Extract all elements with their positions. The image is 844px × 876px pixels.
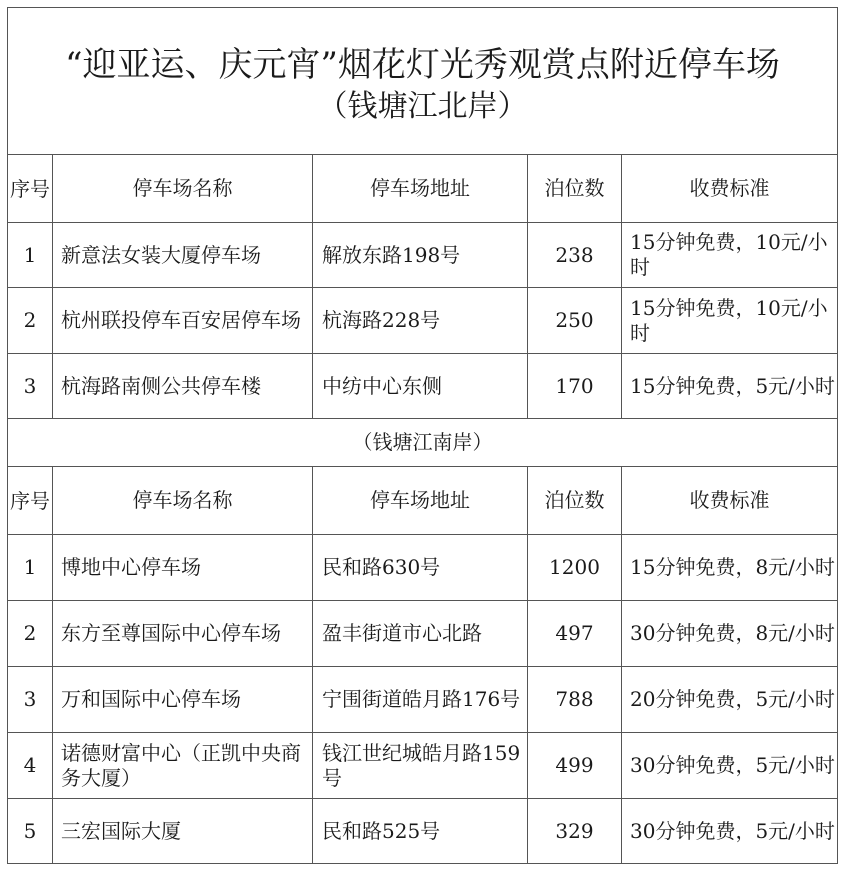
row-name: 新意法女装大厦停车场 xyxy=(53,223,313,288)
row-index: 5 xyxy=(8,799,53,864)
row-index: 1 xyxy=(8,223,53,288)
table-row xyxy=(8,799,838,864)
row-fee: 30分钟免费，5元/小时 xyxy=(622,733,838,799)
row-address: 盈丰街道市心北路 xyxy=(313,601,528,667)
parking-table xyxy=(7,7,838,864)
row-index: 2 xyxy=(8,288,53,354)
row-name: 万和国际中心停车场 xyxy=(53,667,313,733)
header-spots: 泊位数 xyxy=(528,155,622,223)
row-name: 诺德财富中心（正凯中央商务大厦） xyxy=(53,733,313,799)
row-name: 杭州联投停车百安居停车场 xyxy=(53,288,313,354)
row-fee: 15分钟免费，8元/小时 xyxy=(622,535,838,601)
header-index: 序号 xyxy=(8,467,53,535)
header-address: 停车场地址 xyxy=(313,155,528,223)
row-address: 杭海路228号 xyxy=(313,288,528,354)
row-index: 3 xyxy=(8,354,53,419)
row-spots: 238 xyxy=(528,223,622,288)
row-index: 1 xyxy=(8,535,53,601)
table-row xyxy=(8,354,838,419)
row-name: 博地中心停车场 xyxy=(53,535,313,601)
row-index: 3 xyxy=(8,667,53,733)
row-spots: 499 xyxy=(528,733,622,799)
row-name: 东方至尊国际中心停车场 xyxy=(53,601,313,667)
row-index: 4 xyxy=(8,733,53,799)
row-fee: 20分钟免费，5元/小时 xyxy=(622,667,838,733)
table-row xyxy=(8,223,838,288)
row-address: 民和路630号 xyxy=(313,535,528,601)
table-row xyxy=(8,535,838,601)
table-row xyxy=(8,733,838,799)
row-index: 2 xyxy=(8,601,53,667)
row-fee: 15分钟免费，5元/小时 xyxy=(622,354,838,419)
row-address: 解放东路198号 xyxy=(313,223,528,288)
header-name: 停车场名称 xyxy=(53,467,313,535)
row-address: 民和路525号 xyxy=(313,799,528,864)
header-fee: 收费标准 xyxy=(622,467,838,535)
row-spots: 250 xyxy=(528,288,622,354)
table-row xyxy=(8,288,838,354)
row-spots: 329 xyxy=(528,799,622,864)
row-fee: 15分钟免费，10元/小时 xyxy=(622,288,838,354)
row-fee: 30分钟免费，8元/小时 xyxy=(622,601,838,667)
row-spots: 497 xyxy=(528,601,622,667)
table-row xyxy=(8,601,838,667)
row-spots: 788 xyxy=(528,667,622,733)
row-fee: 30分钟免费，5元/小时 xyxy=(622,799,838,864)
row-address: 中纺中心东侧 xyxy=(313,354,528,419)
table-row xyxy=(8,667,838,733)
title-cell xyxy=(8,8,838,155)
south-bank-heading: （钱塘江南岸） xyxy=(8,419,838,467)
row-spots: 1200 xyxy=(528,535,622,601)
row-name: 杭海路南侧公共停车楼 xyxy=(53,354,313,419)
header-index: 序号 xyxy=(8,155,53,223)
row-address: 宁围街道皓月路176号 xyxy=(313,667,528,733)
north-header-row xyxy=(8,155,838,223)
header-fee: 收费标准 xyxy=(622,155,838,223)
north-bank-heading: （钱塘江北岸） xyxy=(317,89,528,124)
row-spots: 170 xyxy=(528,354,622,419)
header-address: 停车场地址 xyxy=(313,467,528,535)
header-spots: 泊位数 xyxy=(528,467,622,535)
page-title: “迎亚运、庆元宵”烟花灯光秀观赏点附近停车场 xyxy=(65,45,780,85)
row-address: 钱江世纪城皓月路159号 xyxy=(313,733,528,799)
south-header-row xyxy=(8,467,838,535)
row-name: 三宏国际大厦 xyxy=(53,799,313,864)
header-name: 停车场名称 xyxy=(53,155,313,223)
row-fee: 15分钟免费，10元/小时 xyxy=(622,223,838,288)
